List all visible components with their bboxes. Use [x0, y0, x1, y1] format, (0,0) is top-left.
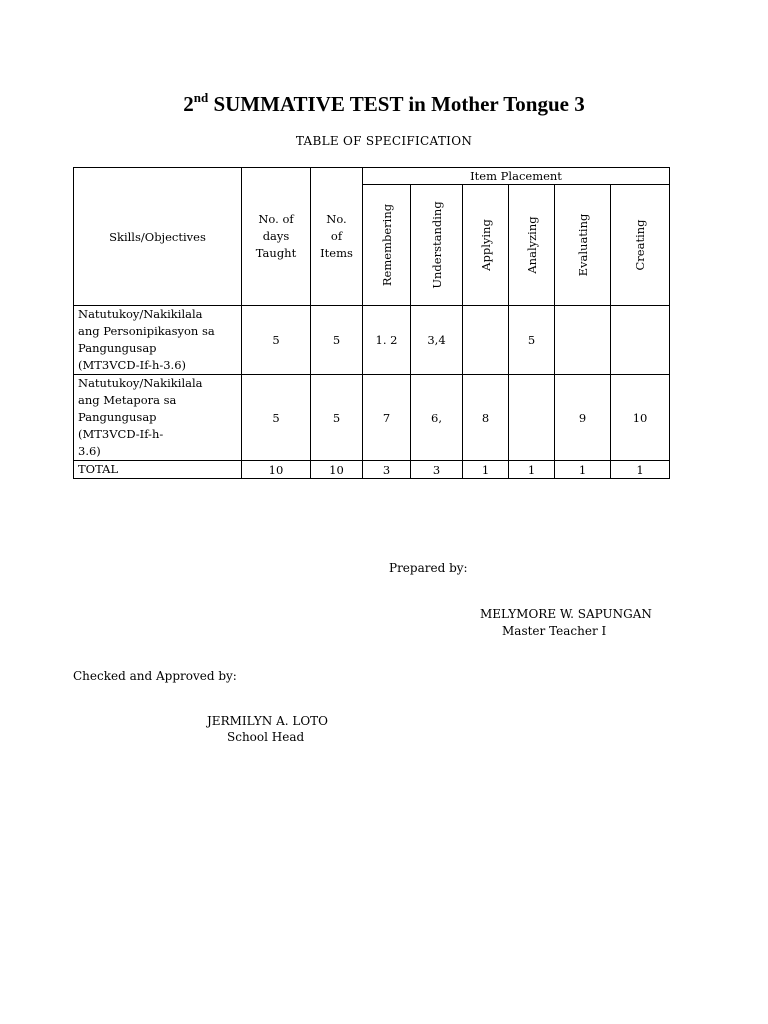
- total-creating: 1: [611, 461, 670, 479]
- remembering-cell: 7: [363, 375, 411, 461]
- total-evaluating: 1: [555, 461, 611, 479]
- total-row: [74, 461, 670, 479]
- title-text: SUMMATIVE TEST in Mother Tongue 3: [208, 92, 585, 116]
- specification-table: [73, 167, 670, 479]
- total-days: 10: [242, 461, 311, 479]
- preparer-name: MELYMORE W. SAPUNGAN: [480, 607, 652, 621]
- header-evaluating-label: Evaluating: [575, 213, 590, 277]
- header-items-line2: of: [330, 229, 343, 243]
- skill-line: Pangungusap: [78, 410, 157, 424]
- header-evaluating: [555, 185, 611, 306]
- header-days-taught: [242, 168, 311, 306]
- title-number: 2: [183, 92, 194, 116]
- applying-cell: [463, 306, 509, 375]
- header-items-line1: No.: [326, 212, 347, 226]
- title-ordinal-suffix: nd: [193, 90, 209, 105]
- preparer-title: Master Teacher I: [502, 624, 607, 638]
- remembering-cell: 1. 2: [363, 306, 411, 375]
- header-applying: [463, 185, 509, 306]
- skill-line: ang Metapora sa: [78, 393, 177, 407]
- header-understanding: [411, 185, 463, 306]
- header-days-line1: No. of: [258, 212, 294, 226]
- header-understanding-label: Understanding: [429, 201, 444, 289]
- understanding-cell: 3,4: [411, 306, 463, 375]
- items-cell: 5: [311, 375, 363, 461]
- creating-cell: 10: [611, 375, 670, 461]
- understanding-cell: 6,: [411, 375, 463, 461]
- header-remembering: [363, 185, 411, 306]
- approver-name: JERMILYN A. LOTO: [207, 714, 329, 728]
- total-remembering: 3: [363, 461, 411, 479]
- total-analyzing: 1: [509, 461, 555, 479]
- total-understanding: 3: [411, 461, 463, 479]
- header-days-line3: Taught: [255, 246, 297, 260]
- header-creating: [611, 185, 670, 306]
- header-remembering-label: Remembering: [379, 203, 394, 287]
- header-no-of-items: [311, 168, 363, 306]
- table-row: [74, 375, 670, 461]
- skill-line: ang Personipikasyon sa: [78, 324, 215, 338]
- skill-line: (MT3VCD-If-h-: [78, 427, 164, 441]
- header-item-placement: Item Placement: [363, 168, 670, 185]
- skill-line: 3.6): [78, 444, 101, 458]
- document-title: [0, 92, 768, 117]
- skill-line: Natutukoy/Nakikilala: [78, 376, 203, 390]
- applying-cell: 8: [463, 375, 509, 461]
- evaluating-cell: [555, 306, 611, 375]
- header-analyzing: [509, 185, 555, 306]
- skill-line: Natutukoy/Nakikilala: [78, 307, 203, 321]
- skill-cell: [74, 306, 242, 375]
- analyzing-cell: [509, 375, 555, 461]
- items-cell: 5: [311, 306, 363, 375]
- total-items: 10: [311, 461, 363, 479]
- header-skills: Skills/Objectives: [74, 168, 242, 306]
- total-label: TOTAL: [74, 461, 242, 479]
- evaluating-cell: 9: [555, 375, 611, 461]
- days-cell: 5: [242, 306, 311, 375]
- total-applying: 1: [463, 461, 509, 479]
- header-applying-label: Applying: [478, 219, 493, 271]
- skill-line: Pangungusap: [78, 341, 157, 355]
- header-row-1: [74, 168, 670, 185]
- skill-line: (MT3VCD-If-h-3.6): [78, 358, 187, 372]
- header-creating-label: Creating: [633, 219, 648, 271]
- approver-title: School Head: [227, 730, 305, 744]
- prepared-by-label: Prepared by:: [389, 561, 468, 575]
- skill-cell: [74, 375, 242, 461]
- header-items-line3: Items: [320, 246, 353, 260]
- creating-cell: [611, 306, 670, 375]
- table-row: [74, 306, 670, 375]
- analyzing-cell: 5: [509, 306, 555, 375]
- document-subtitle: TABLE OF SPECIFICATION: [295, 134, 473, 148]
- days-cell: 5: [242, 375, 311, 461]
- header-analyzing-label: Analyzing: [524, 216, 539, 274]
- header-days-line2: days: [262, 229, 290, 243]
- checked-approved-label: Checked and Approved by:: [73, 669, 237, 683]
